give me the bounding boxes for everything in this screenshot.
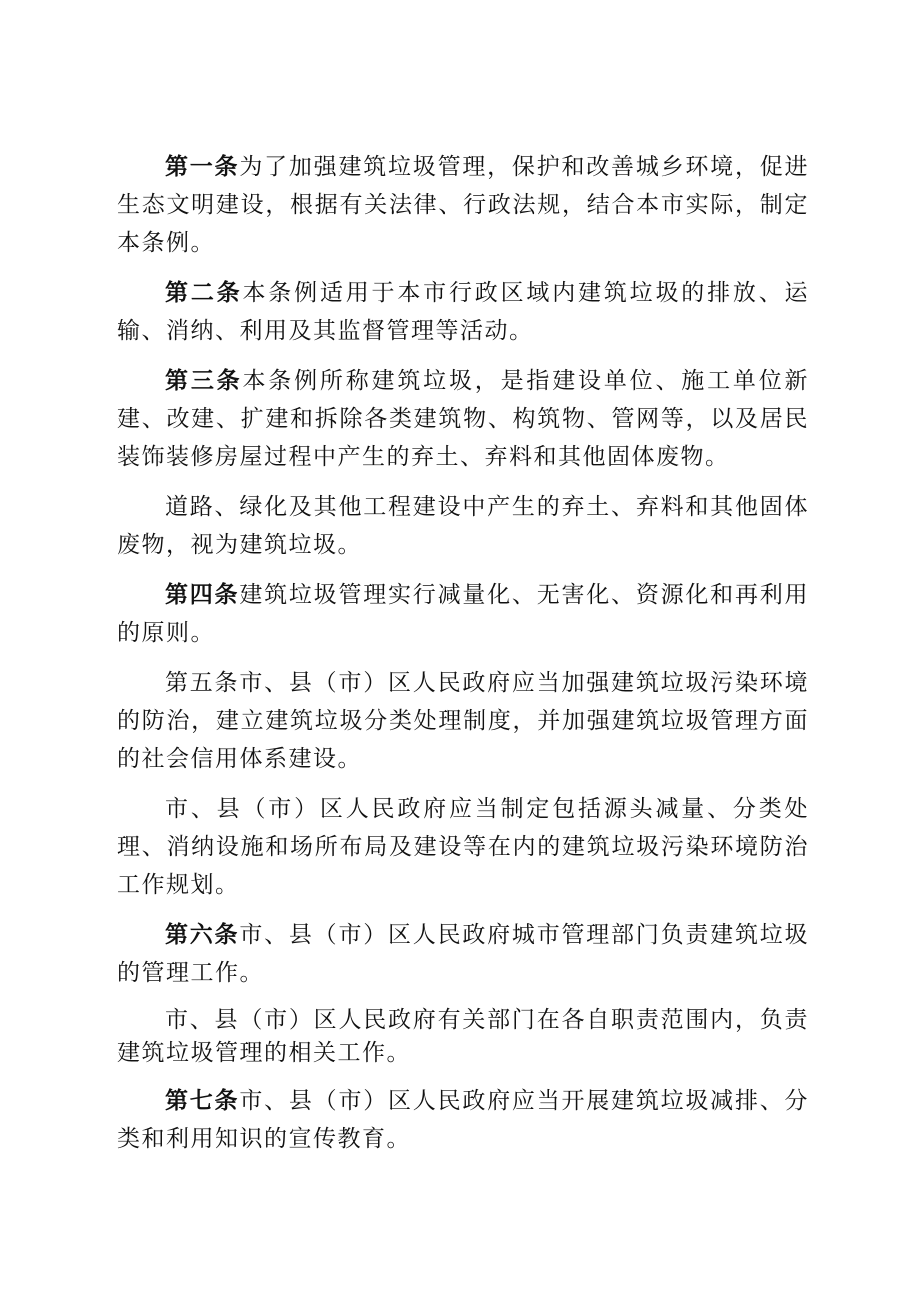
paragraph-text: 建筑垃圾管理实行减量化、无害化、资源化和再利用的原则。 bbox=[117, 582, 810, 646]
paragraph-text: 为了加强建筑垃圾管理，保护和改善城乡环境，促进生态文明建设，根据有关法律、行政法规，结合本市实际，制定本条例。 bbox=[117, 154, 810, 256]
paragraph-article-6 bbox=[117, 916, 809, 992]
paragraph-article-7 bbox=[117, 1082, 809, 1158]
paragraph-article-6-clause-2 bbox=[117, 1004, 809, 1070]
paragraph-text: 第五条市、县（市）区人民政府应当加强建筑垃圾污染环境的防治，建立建筑垃圾分类处理制度，并加强建筑垃圾管理方面的社会信用体系建设。 bbox=[117, 670, 809, 772]
paragraph-text: 本条例适用于本市行政区域内建筑垃圾的排放、运输、消纳、利用及其监督管理等活动。 bbox=[117, 280, 809, 344]
document-body bbox=[117, 148, 809, 1170]
paragraph-text: 市、县（市）区人民政府应当开展建筑垃圾减排、分类和利用知识的宣传教育。 bbox=[117, 1088, 810, 1152]
paragraph-text: 市、县（市）区人民政府应当制定包括源头减量、分类处理、消纳设施和场所布局及建设等在内的建筑垃圾污染环境防治工作规划。 bbox=[117, 796, 809, 898]
article-number: 第二条 bbox=[165, 280, 243, 306]
article-number: 第四条 bbox=[165, 582, 240, 608]
paragraph-text: 市、县（市）区人民政府城市管理部门负责建筑垃圾的管理工作。 bbox=[117, 922, 810, 986]
article-number: 第三条 bbox=[165, 368, 243, 394]
paragraph-text: 道路、绿化及其他工程建设中产生的弃土、弃料和其他固体废物，视为建筑垃圾。 bbox=[117, 494, 809, 558]
paragraph-article-3-clause-2 bbox=[117, 488, 809, 564]
paragraph-article-4 bbox=[117, 576, 809, 652]
article-number: 第七条 bbox=[165, 1088, 240, 1114]
paragraph-text: 市、县（市）区人民政府有关部门在各自职责范围内，负责建筑垃圾管理的相关工作。 bbox=[117, 1007, 809, 1066]
paragraph-article-5 bbox=[117, 664, 809, 778]
paragraph-text: 本条例所称建筑垃圾，是指建设单位、施工单位新建、改建、扩建和拆除各类建筑物、构筑物、管网等，以及居民装饰装修房屋过程中产生的弃土、弃料和其他固体废物。 bbox=[117, 368, 809, 470]
article-number: 第六条 bbox=[165, 922, 240, 948]
paragraph-article-3 bbox=[117, 362, 809, 476]
paragraph-article-2 bbox=[117, 274, 809, 350]
paragraph-article-5-clause-2 bbox=[117, 790, 809, 904]
paragraph-article-1 bbox=[117, 148, 809, 262]
article-number: 第一条 bbox=[165, 154, 240, 180]
